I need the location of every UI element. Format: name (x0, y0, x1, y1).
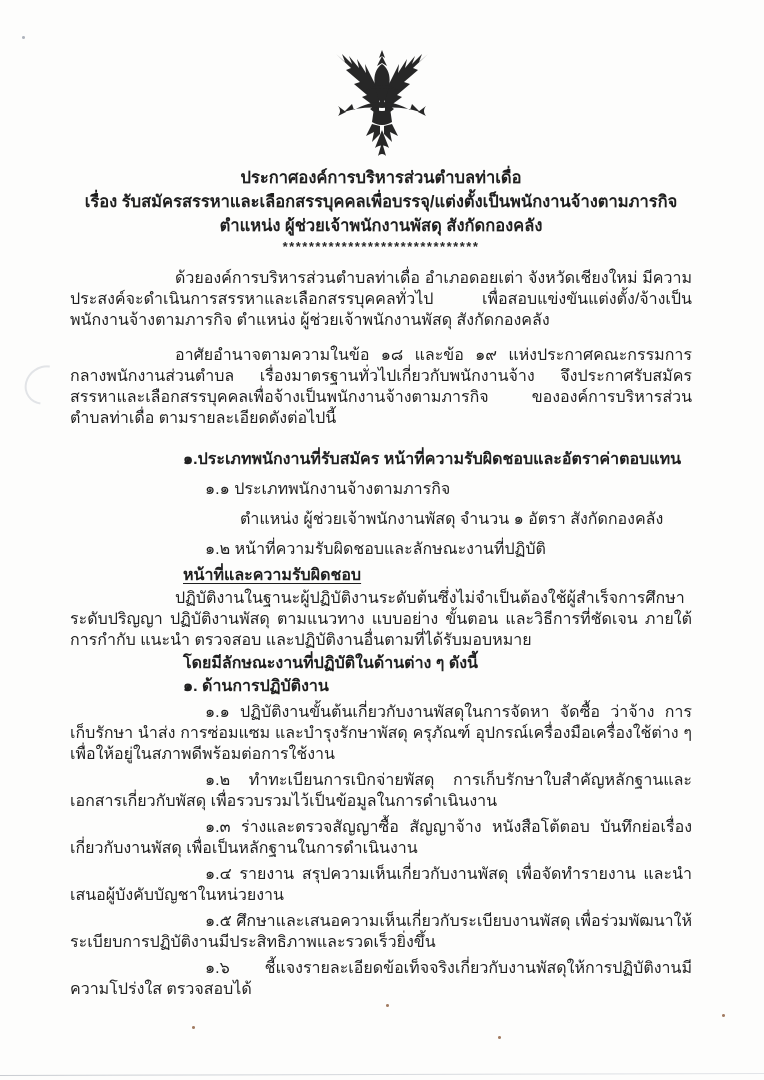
task-item-1-3: ๑.๓ ร่างและตรวจสัญญาซื้อ สัญญาจ้าง หนังสือโต้ตอบ บันทึกย่อเรื่องเกี่ยวกับงานพัสดุ เพื่อเป็นหลักฐานในการดำเนินงาน (70, 819, 692, 857)
scan-speck (722, 1014, 725, 1017)
garuda-emblem-icon (332, 50, 432, 158)
intro-paragraph-1: ด้วยองค์การบริหารส่วนตำบลท่าเดื่อ อำเภอดอยเต่า จังหวัดเชียงใหม่ มีความประสงค์จะดำเนินการสรรหาและเลือกสรรบุคคลทั่วไป เพื่อสอบแข่งขันแต่งตั้ง/จ้างเป็นพนักงานจ้างตามภารกิจ ตำแหน่ง ผู้ช่วยเจ้าพนักงานพัสดุ สังกัดกองคลัง (70, 270, 692, 329)
scan-speck (22, 36, 25, 39)
title-position-line: ตำแหน่ง ผู้ช่วยเจ้าพนักงานพัสดุ สังกัดกองคลัง (219, 217, 543, 235)
intro-paragraph-2: อาศัยอำนาจตามความในข้อ ๑๘ และข้อ ๑๙ แห่งประกาศคณะกรรมการกลางพนักงานส่วนตำบล เรื่องมาตรฐานทั่วไปเกี่ยวกับพนักงานจ้าง จึงประกาศรับสมัครสรรหาและเลือกสรรบุคคลเพื่อจ้างเป็นพนักงานจ้างตามภารกิจ ขององค์การบริหารส่วนตำบลท่าเดื่อ ตามรายละเอียดดังต่อไปนี้ (70, 347, 692, 427)
title-org-line: ประกาศองค์การบริหารส่วนตำบลท่าเดื่อ (240, 169, 522, 187)
title-subject-line: เรื่อง รับสมัครสรรหาและเลือกสรรบุคคลเพื่อบรรจุ/แต่งตั้งเป็นพนักงานจ้างตามภารกิจ (84, 193, 678, 211)
section1-item-1-1: ๑.๑ ประเภทพนักงานจ้างตามภารกิจ (205, 481, 451, 498)
scan-speck (192, 1026, 195, 1029)
task-item-1-5: ๑.๕ ศึกษาและเสนอความเห็นเกี่ยวกับระเบียบงานพัสดุ เพื่อร่วมพัฒนาให้ระเบียบการปฏิบัติงานมีประสิทธิภาพและรวดเร็วยิ่งขึ้น (70, 913, 692, 951)
scan-speck (498, 1036, 501, 1039)
task-item-1-4: ๑.๔ รายงาน สรุปความเห็นเกี่ยวกับงานพัสดุ เพื่อจัดทำรายงาน และนำเสนอผู้บังคับบัญชาในหน่วยงาน (70, 866, 692, 904)
announcement-title (70, 166, 692, 238)
task-item-1-1: ๑.๑ ปฏิบัติงานขั้นต้นเกี่ยวกับงานพัสดุในการจัดหา จัดซื้อ ว่าจ้าง การเก็บรักษา นำส่ง การซ่อมแซม และบำรุงรักษาพัสดุ ครุภัณฑ์ อุปกรณ์เครื่องมือเครื่องใช้ต่าง ๆ เพื่อให้อยู่ในสภาพดีพร้อมต่อการใช้งาน (70, 704, 692, 763)
duties-paragraph: ปฏิบัติงานในฐานะผู้ปฏิบัติงานระดับต้นซึ่งไม่จำเป็นต้องใช้ผู้สำเร็จการศึกษาระดับปริญญา ปฏิบัติงานพัสดุ ตามแนวทาง แบบอย่าง ขั้นตอน และวิธีการที่ชัดเจน ภายใต้การกำกับ แนะนำ ตรวจสอบ และปฏิบัติงานอื่นตามที่ได้รับมอบหมาย (70, 590, 692, 649)
tasks-intro-line: โดยมีลักษณะงานที่ปฏิบัติในด้านต่าง ๆ ดังนี้ (183, 655, 478, 672)
scan-bottom-edge-line (0, 1073, 764, 1076)
section1-item-1-2: ๑.๒ หน้าที่ความรับผิดชอบและลักษณะงานที่ปฏิบัติ (205, 541, 546, 558)
duties-heading: หน้าที่และความรับผิดชอบ (183, 567, 362, 584)
section1-position-line: ตำแหน่ง ผู้ช่วยเจ้าพนักงานพัสดุ จำนวน ๑ อัตรา สังกัดกองคลัง (240, 511, 664, 528)
tasks-category-line: ๑. ด้านการปฏิบัติงาน (183, 678, 329, 695)
asterisk-divider: ****************************** (282, 239, 480, 254)
section1-heading: ๑.ประเภทพนักงานที่รับสมัคร หน้าที่ความรับผิดชอบและอัตราค่าตอบแทน (183, 451, 682, 468)
task-item-1-2: ๑.๒ ทำทะเบียนการเบิกจ่ายพัสดุ การเก็บรักษาใบสำคัญหลักฐานและเอกสารเกี่ยวกับพัสดุ เพื่อรวบรวมไว้เป็นข้อมูลในการดำเนินงาน (70, 772, 692, 810)
document-body (0, 166, 764, 1000)
emblem-container (0, 0, 764, 158)
task-item-1-6: ๑.๖ ชี้แจงรายละเอียดข้อเท็จจริงเกี่ยวกับงานพัสดุให้การปฏิบัติงานมีความโปร่งใส ตรวจสอบได้ (70, 960, 692, 998)
scan-speck (386, 1004, 389, 1007)
